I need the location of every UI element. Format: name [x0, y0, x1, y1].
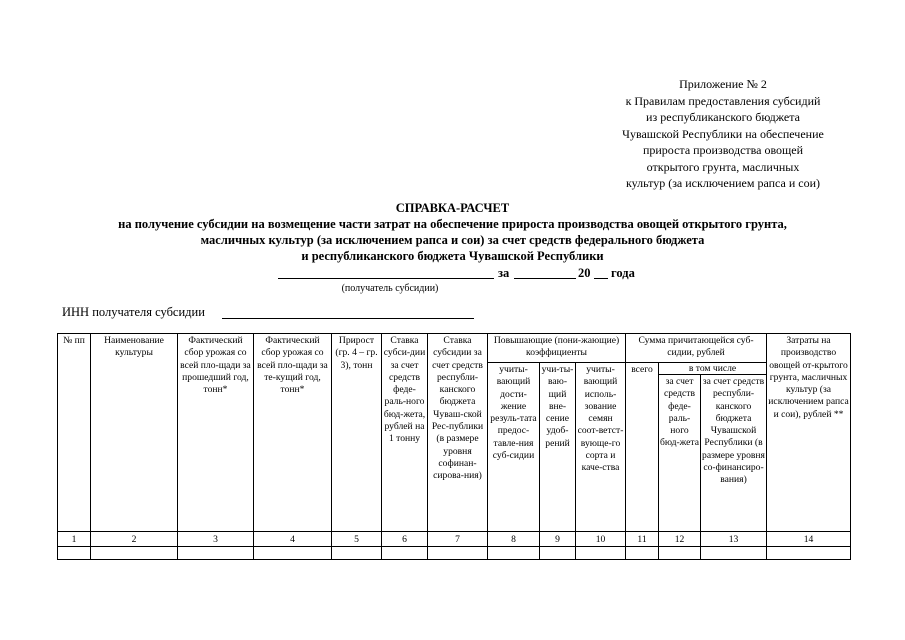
header-subsidy-sum-group: Сумма причитающейся суб-сидии, рублей [626, 334, 767, 363]
column-number: 14 [767, 532, 851, 547]
table-cell[interactable] [254, 547, 332, 560]
table-cell[interactable] [701, 547, 767, 560]
header-sum-total: всего [626, 363, 659, 532]
appendix-line: Приложение № 2 [679, 77, 767, 91]
header-harvest-current: Фактический сбор урожая со всей пло-щади за те-кущий год, тонн* [254, 334, 332, 532]
header-harvest-previous: Фактический сбор урожая со всей пло-щади за прошедший год, тонн* [178, 334, 254, 532]
header-crop-name: Наименование культуры [91, 334, 178, 532]
appendix-line: к Правилам предоставления субсидий [625, 93, 821, 108]
header-including: в том числе [659, 363, 767, 375]
column-number: 7 [428, 532, 488, 547]
table-cell[interactable] [540, 547, 576, 560]
recipient-blank [278, 278, 494, 279]
header-costs: Затраты на производство овощей от-крытого грунта, масличных культур (за исключением рапса и сои), рублей ** [767, 334, 851, 532]
column-number: 12 [659, 532, 701, 547]
column-number: 4 [254, 532, 332, 547]
table-cell[interactable] [767, 547, 851, 560]
table-cell[interactable] [659, 547, 701, 560]
column-number: 10 [576, 532, 626, 547]
header-num: № пп [58, 334, 91, 532]
year-suffix: года [611, 266, 635, 280]
appendix-line: открытого грунта, масличных [646, 159, 800, 174]
appendix-block [598, 76, 848, 192]
table-cell[interactable] [626, 547, 659, 560]
table-cell[interactable] [58, 547, 91, 560]
header-increase: Прирост (гр. 4 – гр. 3), тонн [332, 334, 382, 532]
column-number: 11 [626, 532, 659, 547]
title-line: масличных культур (за исключением рапса и сои) за счет средств федерального бюджета [200, 233, 705, 247]
column-number: 5 [332, 532, 382, 547]
table-cell[interactable] [178, 547, 254, 560]
column-number: 1 [58, 532, 91, 547]
header-coefficients-group: Повышающие (пони-жающие) коэффициенты [488, 334, 626, 363]
header-republic-rate: Ставка субсидии за счет средств республи-канского бюджета Чуваш-ской Рес-публики (в размере уровня софинан-сирова-ния) [428, 334, 488, 532]
column-numbers-row [58, 532, 851, 547]
year-prefix: 20 [578, 266, 591, 280]
column-number: 8 [488, 532, 540, 547]
header-sum-federal: за счет средств феде-раль-ного бюд-жета [659, 375, 701, 532]
header-coef-fertilizer: учи-ты-ваю-щий вне-сение удоб-рений [540, 363, 576, 532]
header-federal-rate: Ставка субси-дии за счет средств феде-раль-ного бюд-жета, рублей на 1 тонну [382, 334, 428, 532]
header-coef-seeds: учиты-вающий исполь-зование семян соот-ветст-вующе-го сорта и каче-ства [576, 363, 626, 532]
header-coef-result: учиты-вающий дости-жение резуль-тата предос-тавле-ния суб-сидии [488, 363, 540, 532]
table-cell[interactable] [428, 547, 488, 560]
inn-label: ИНН получателя субсидии [62, 305, 205, 319]
table-cell[interactable] [332, 547, 382, 560]
title-heading: СПРАВКА-РАСЧЕТ [395, 201, 510, 215]
table-cell[interactable] [576, 547, 626, 560]
title-line: и республиканского бюджета Чувашской Республики [301, 249, 604, 263]
column-number: 13 [701, 532, 767, 547]
column-number: 3 [178, 532, 254, 547]
header-sum-republic: за счет средств республи-канского бюджета Чувашской Республики (в размере уровня со-финансиро-вания) [701, 375, 767, 532]
period-blank [514, 278, 576, 279]
table-cell[interactable] [488, 547, 540, 560]
column-number: 2 [91, 532, 178, 547]
appendix-line: Чувашской Республики на обеспечение [622, 126, 824, 141]
table-cell[interactable] [382, 547, 428, 560]
document-title [0, 200, 905, 264]
calculation-table [57, 333, 851, 560]
period-line [0, 266, 905, 282]
year-blank [594, 278, 608, 279]
table-cell[interactable] [91, 547, 178, 560]
column-number: 9 [540, 532, 576, 547]
title-line: на получение субсидии на возмещение части затрат на обеспечение прироста производства овощей открытого грунта, [118, 217, 787, 231]
appendix-line: культур (за исключением рапса и сои) [625, 176, 821, 190]
appendix-line: из республиканского бюджета [646, 110, 800, 124]
period-za-label: за [498, 266, 510, 280]
appendix-line: прироста производства овощей [642, 143, 804, 157]
recipient-caption: (получатель субсидии) [341, 283, 439, 294]
column-number: 6 [382, 532, 428, 547]
inn-blank [222, 318, 474, 319]
table-row [58, 547, 851, 560]
